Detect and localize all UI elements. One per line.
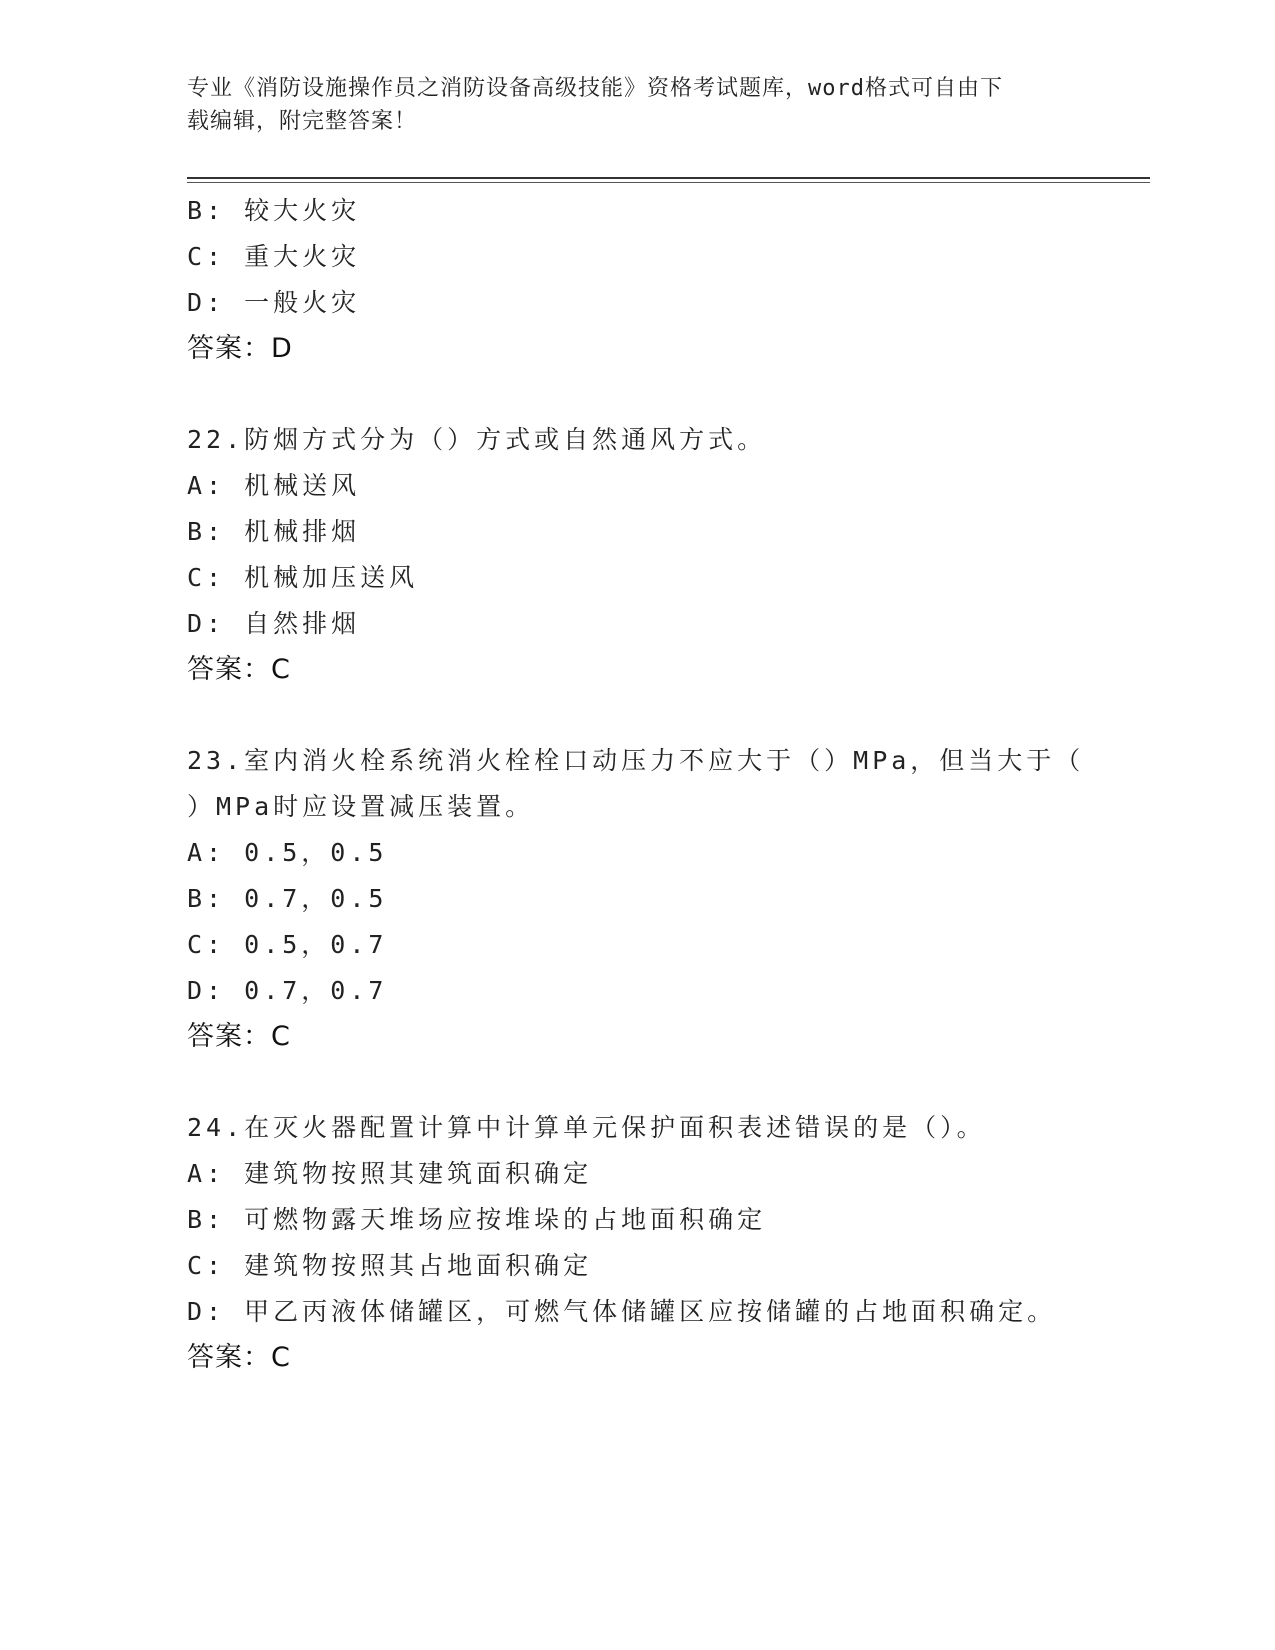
header-divider-thick xyxy=(187,177,1150,179)
option-d: D: 0.7，0.7 xyxy=(187,976,388,1005)
header-line-1: 专业《消防设施操作员之消防设备高级技能》资格考试题库，word格式可自由下 xyxy=(187,76,1003,101)
question-stem-line-1: 23.室内消火栓系统消火栓栓口动压力不应大于（）MPa，但当大于（ xyxy=(187,746,1085,775)
answer-line: 答案：D xyxy=(187,333,293,364)
question-block-22 xyxy=(187,417,1087,693)
answer-line: 答案：C xyxy=(187,654,291,685)
option-c: C: 重大火灾 xyxy=(187,242,361,271)
option-c: C: 0.5，0.7 xyxy=(187,930,388,959)
option-a: A: 建筑物按照其建筑面积确定 xyxy=(187,1159,593,1188)
answer-line: 答案：C xyxy=(187,1342,291,1373)
option-a: A: 0.5，0.5 xyxy=(187,838,388,867)
option-c: C: 机械加压送风 xyxy=(187,563,419,592)
option-a: A: 机械送风 xyxy=(187,471,361,500)
question-stem: 24.在灭火器配置计算中计算单元保护面积表述错误的是（）。 xyxy=(187,1113,986,1142)
option-c: C: 建筑物按照其占地面积确定 xyxy=(187,1251,593,1280)
document-header xyxy=(187,72,1087,138)
option-b: B: 较大火灾 xyxy=(187,196,361,225)
header-divider-thin xyxy=(187,182,1150,183)
option-d: D: 一般火灾 xyxy=(187,288,361,317)
header-line-2: 载编辑，附完整答案！ xyxy=(187,109,418,134)
answer-line: 答案：C xyxy=(187,1021,291,1052)
question-list xyxy=(187,188,1087,1381)
option-b: B: 机械排烟 xyxy=(187,517,361,546)
question-block-21 xyxy=(187,188,1087,372)
question-stem: 22.防烟方式分为（）方式或自然通风方式。 xyxy=(187,425,767,454)
question-block-23 xyxy=(187,738,1087,1060)
question-block-24 xyxy=(187,1105,1087,1381)
option-b: B: 可燃物露天堆场应按堆垛的占地面积确定 xyxy=(187,1205,767,1234)
question-stem-line-2: ）MPa时应设置减压装置。 xyxy=(187,792,535,821)
option-b: B: 0.7，0.5 xyxy=(187,884,388,913)
option-d: D: 自然排烟 xyxy=(187,609,361,638)
option-d: D: 甲乙丙液体储罐区，可燃气体储罐区应按储罐的占地面积确定。 xyxy=(187,1297,1057,1326)
